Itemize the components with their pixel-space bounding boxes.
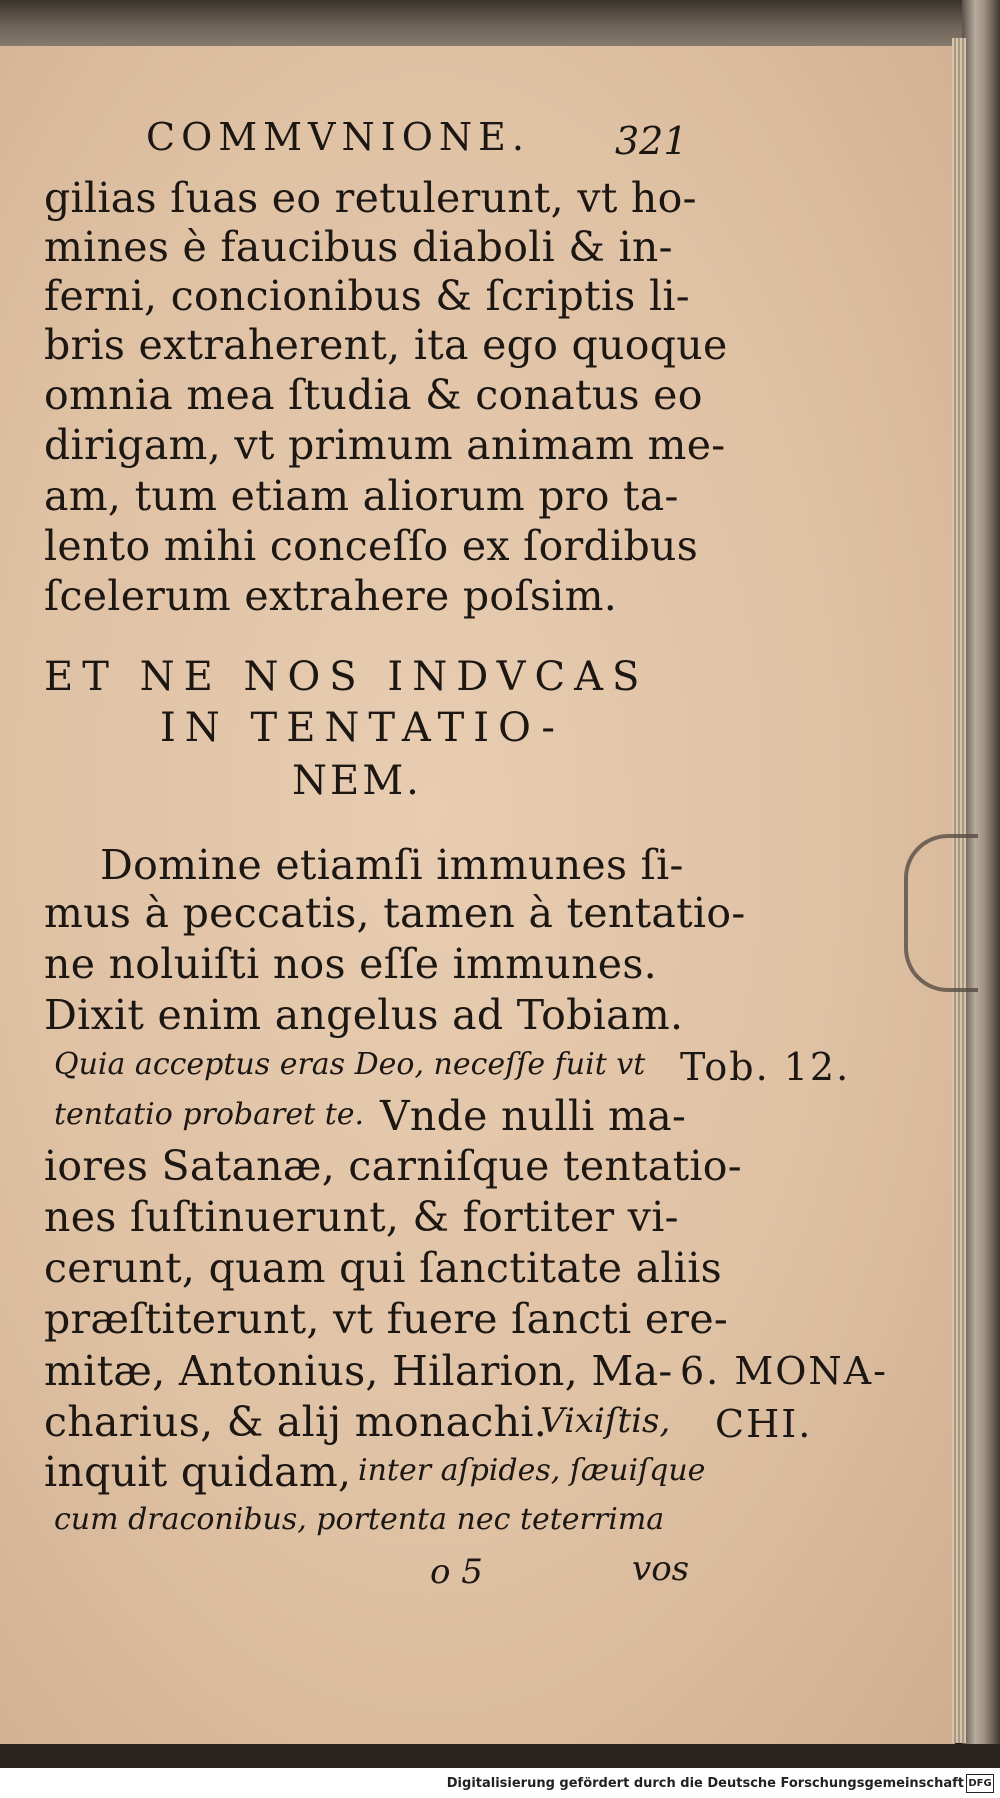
section-heading-line: NEM. (292, 758, 422, 804)
body-line: am, tum etiam aliorum pro ta- (44, 472, 679, 520)
body-line: nes ſuſtinuerunt, & fortiter vi- (44, 1193, 679, 1241)
margin-note: 6. MONA- (680, 1349, 888, 1393)
running-title: COMMVNIONE. (146, 115, 530, 159)
section-heading-line: IN TENTATIO- (160, 705, 564, 751)
dfg-logo: DFG (966, 1774, 994, 1793)
body-line: iores Satanæ, carniſque tentatio- (44, 1142, 742, 1190)
book-clasp (904, 834, 978, 992)
italic-word: Vixiſtis, (540, 1401, 671, 1441)
body-line: bris extraherent, ita ego quoque (44, 321, 728, 369)
body-line: ſcelerum extrahere poſsim. (44, 572, 618, 620)
body-line: Dixit enim angelus ad Tobiam. (44, 991, 684, 1039)
italic-line: inter aſpides, ſæuiſque (358, 1453, 706, 1488)
body-line: lento mihi conceſſo ex ſordibus (44, 522, 699, 570)
quote-line: Quia acceptus eras Deo, neceſſe fuit vt (54, 1047, 646, 1082)
body-line: gilias ſuas eo retulerunt, vt ho- (44, 174, 697, 222)
body-line: ferni, concionibus & ſcriptis li- (44, 272, 690, 320)
book-cover-top (0, 0, 985, 46)
margin-note-reference: Tob. 12. (680, 1045, 851, 1089)
body-line: mines è faucibus diaboli & in- (44, 223, 673, 271)
body-line: inquit quidam, (44, 1448, 352, 1496)
signature-mark: o 5 (430, 1552, 483, 1592)
body-line: dirigam, vt primum animam me- (44, 421, 726, 469)
body-line: Domine etiamſi immunes ſi- (100, 841, 684, 889)
body-line: omnia mea ſtudia & conatus eo (44, 371, 703, 419)
catchword: vos (632, 1549, 690, 1589)
body-line: charius, & alij monachi. (44, 1398, 548, 1446)
italic-line: cum draconibus, portenta nec teterrima (54, 1502, 665, 1537)
margin-note: CHI. (715, 1402, 813, 1446)
quote-line: tentatio probaret te. (54, 1097, 365, 1132)
body-line: mus à peccatis, tamen à tentatio- (44, 889, 746, 937)
body-line: mitæ, Antonius, Hilarion, Ma- (44, 1347, 673, 1395)
body-line: præſtiterunt, vt fuere ſancti ere- (44, 1295, 729, 1343)
body-line: ne noluiſti nos eſſe immunes. (44, 940, 658, 988)
body-line: cerunt, quam qui ſanctitate aliis (44, 1244, 722, 1292)
footer-credit: Digitalisierung gefördert durch die Deutsche Forschungsgemeinschaft (446, 1776, 964, 1791)
book-bottom-edge (0, 1744, 1000, 1768)
page-number: 321 (615, 119, 688, 163)
body-line: Vnde nulli ma- (380, 1092, 687, 1140)
section-heading-line: ET NE NOS INDVCAS (44, 654, 649, 700)
